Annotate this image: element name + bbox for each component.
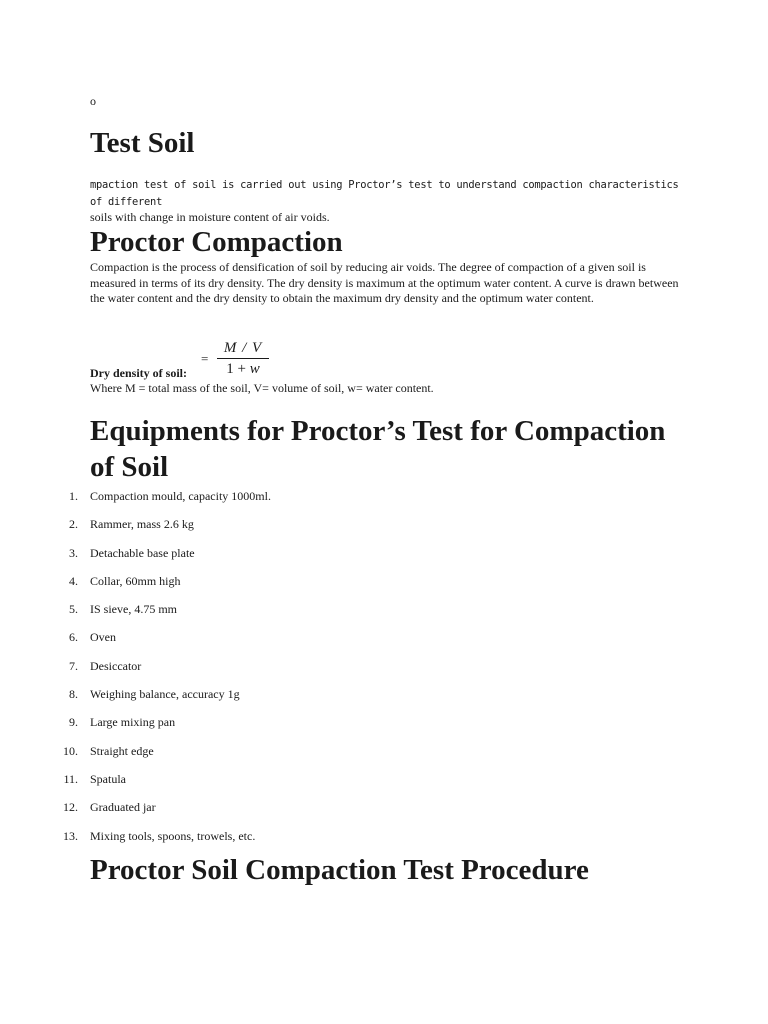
list-number: 8.: [69, 687, 78, 702]
heading-proctor-compaction: Proctor Compaction: [90, 226, 343, 258]
heading-equipments: Equipments for Proctor’s Test for Compaction of Soil: [90, 415, 666, 483]
list-item-text: Compaction mould, capacity 1000ml.: [90, 489, 271, 503]
list-item-text: Rammer, mass 2.6 kg: [90, 517, 194, 532]
list-item-text: Collar, 60mm high: [90, 573, 181, 588]
test-soil-intro: [90, 177, 690, 226]
list-number: 9.: [69, 715, 78, 730]
formula-fraction: [217, 338, 269, 379]
list-item-text: Desiccator: [90, 658, 142, 673]
list-number: 3.: [69, 545, 78, 560]
list-item-text: Oven: [90, 630, 116, 645]
list-item-text: Detachable base plate: [90, 545, 195, 560]
formula-where-clause: Where M = total mass of the soil, V= volume of soil, w= water content.: [90, 381, 434, 395]
heading-test-procedure: Proctor Soil Compaction Test Procedure: [90, 854, 589, 886]
list-item-text: IS sieve, 4.75 mm: [90, 602, 177, 617]
denominator-variable: w: [249, 361, 260, 377]
list-number: 12.: [63, 800, 78, 815]
intro-line-monospace: mpaction test of soil is carried out using Proctor’s test to understand compaction characteristics of different: [90, 179, 679, 208]
list-number: 10.: [63, 743, 78, 758]
formula-denominator: [217, 359, 269, 379]
list-item-text: Graduated jar: [90, 800, 156, 815]
list-number: 5.: [69, 602, 78, 617]
list-number: 13.: [63, 828, 78, 843]
intro-line-rest: soils with change in moisture content of air voids.: [90, 210, 330, 224]
formula-label: Dry density of soil:: [90, 366, 187, 380]
list-number: 1.: [69, 489, 78, 503]
dry-density-formula: [90, 338, 490, 384]
proctor-compaction-paragraph: Compaction is the process of densification of soil by reducing air voids. The degree of compaction of a given soil is measured in terms of its dry density. The dry density is maximum at the optimum water content. A curve is drawn between the water content and the dry density to obtain the maximum dry density and the optimum water content.: [90, 260, 679, 305]
list-number: 2.: [69, 517, 78, 532]
list-item-text: Spatula: [90, 771, 126, 786]
list-number: 11.: [63, 771, 78, 786]
list-item-text: Straight edge: [90, 743, 154, 758]
formula-equals: =: [201, 351, 209, 366]
list-number: 7.: [69, 658, 78, 673]
formula-numerator: M / V: [223, 340, 263, 356]
list-item-text: Weighing balance, accuracy 1g: [90, 687, 240, 702]
heading-test-soil: Test Soil: [90, 127, 195, 159]
stray-character: o: [90, 94, 96, 108]
list-number: 6.: [69, 630, 78, 645]
list-item-text: Mixing tools, spoons, trowels, etc.: [90, 828, 256, 843]
denominator-prefix: 1 +: [226, 361, 250, 377]
list-item-text: Large mixing pan: [90, 715, 176, 730]
list-number: 4.: [69, 573, 78, 588]
